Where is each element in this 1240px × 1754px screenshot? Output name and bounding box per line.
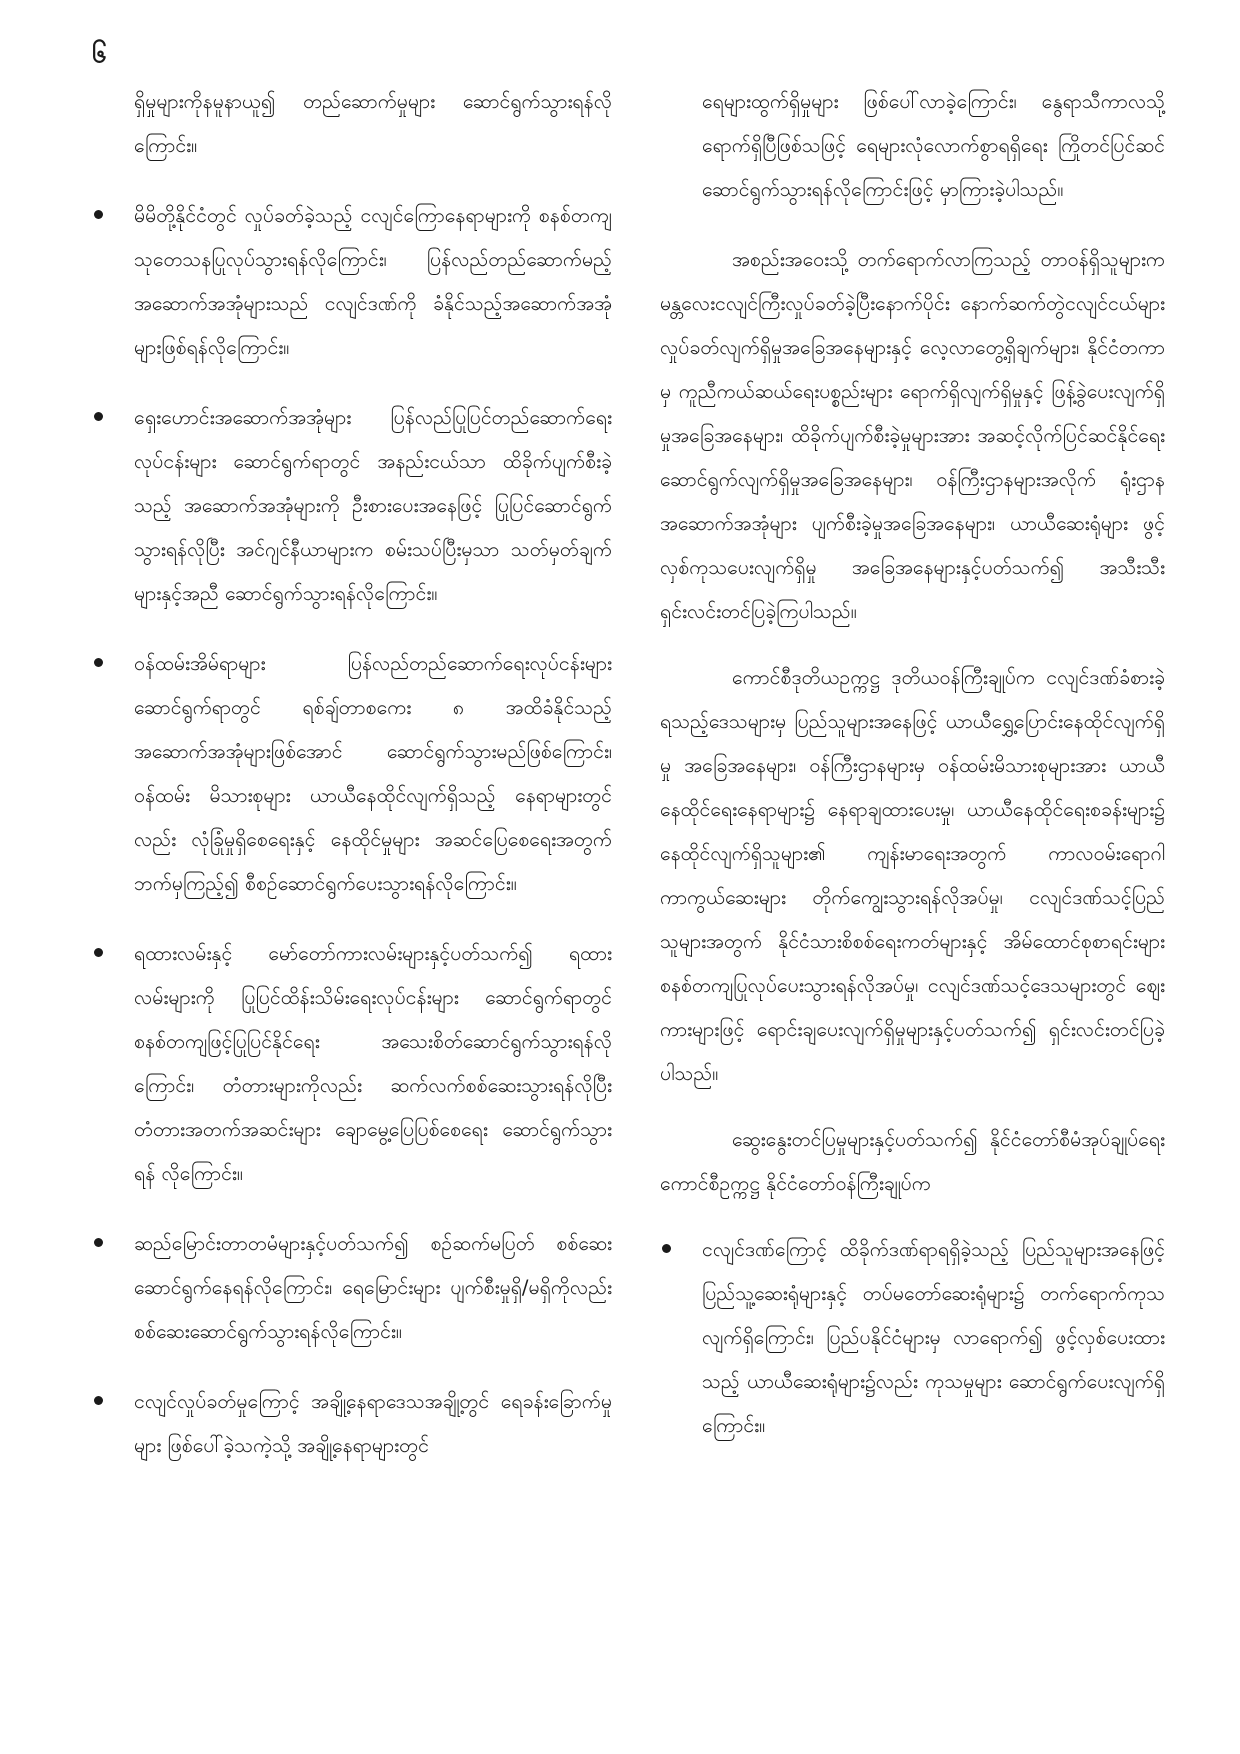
- list-item-text: ရှေးဟောင်းအဆောက်အအုံများ ပြန်လည်ပြုပြင်တည်ဆောက်ရေးလုပ်ငန်းများ ဆောင်ရွက်ရာတွင် အနည်းငယ်သာ ထိခိုက်ပျက်စီးခဲ့သည့် အဆောက်အအုံများကို ဦးစားပေးအနေဖြင့် ပြုပြင်ဆောင်ရွက်သွားရန်လိုပြီး အင်ဂျင်နီယာများက စမ်းသပ်ပြီးမှသာ သတ်မှတ်ချက်များနှင့်အညီ ဆောင်ရွက်သွားရန်လိုကြောင်း။: [134, 406, 612, 605]
- bullet-icon: [94, 948, 103, 957]
- bullet-icon: [94, 412, 103, 421]
- list-item-text: မိမိတို့နိုင်ငံတွင် လှုပ်ခတ်ခဲ့သည့် ငလျင်ကြောနေရာများကို စနစ်တကျသုတေသနပြုလုပ်သွားရန်လိုကြောင်း၊ ပြန်လည်တည်ဆောက်မည့် အဆောက်အအုံများသည် ငလျင်ဒဏ်ကို ခံနိုင်သည့်အဆောက်အအုံများဖြစ်ရန်လိုကြောင်း။: [134, 204, 612, 359]
- list-item: [92, 194, 612, 370]
- list-item-text: ရထားလမ်းနှင့် မော်တော်ကားလမ်းများနှင့်ပတ်သက်၍ ရထားလမ်းများကို ပြုပြင်ထိန်းသိမ်းရေးလုပ်ငန်းများ ဆောင်ရွက်ရာတွင် စနစ်တကျဖြင့်ပြုပြင်နိုင်ရေး အသေးစိတ်ဆောင်ရွက်သွားရန်လိုကြောင်း၊ တံတားများကိုလည်း ဆက်လက်စစ်ဆေးသွားရန်လိုပြီး တံတားအတက်အဆင်းများ ချောမွေ့ပြေပြစ်စေရေး ဆောင်ရွက်သွားရန် လိုကြောင်း။: [134, 942, 612, 1185]
- list-item: [92, 1380, 612, 1468]
- bullet-icon: [94, 210, 103, 219]
- bullet-icon: [94, 1238, 103, 1247]
- list-item: [660, 1228, 1165, 1448]
- list-item-text: ငလျင်လှုပ်ခတ်မှုကြောင့် အချို့နေရာဒေသအချို့တွင် ရေခန်းခြောက်မှုများ ဖြစ်ပေါ်ခဲ့သကဲ့သို့ အချို့နေရာများတွင်: [134, 1390, 612, 1457]
- bullet-icon: [94, 1396, 103, 1405]
- page-number: ၆: [92, 39, 107, 69]
- bullet-icon: [662, 1244, 671, 1253]
- list-item-text: ငလျင်ဒဏ်ကြောင့် ထိခိုက်ဒဏ်ရာရရှိခဲ့သည့် ပြည်သူများအနေဖြင့် ပြည်သူ့ဆေးရုံများနှင့် တပ်မတော်ဆေးရုံများ၌ တက်ရောက်ကုသလျက်ရှိကြောင်း၊ ပြည်ပနိုင်ငံများမှ လာရောက်၍ ဖွင့်လှစ်ပေးထားသည့် ယာယီဆေးရုံများ၌လည်း ကုသမှုများ ဆောင်ရွက်ပေးလျက်ရှိကြောင်း။: [702, 1238, 1165, 1437]
- list-item-text: ဆည်မြောင်းတာတမံများနှင့်ပတ်သက်၍ စဉ်ဆက်မပြတ် စစ်ဆေးဆောင်ရွက်နေရန်လိုကြောင်း၊ ရေမြောင်းများ ပျက်စီးမှုရှိ/မရှိကိုလည်း စစ်ဆေးဆောင်ရွက်သွားရန်လိုကြောင်း။: [134, 1232, 612, 1343]
- bullet-icon: [94, 658, 103, 667]
- right-bullet-list: [660, 1228, 1165, 1448]
- list-item: [92, 932, 612, 1196]
- list-item-text: ဝန်ထမ်းအိမ်ရာများ ပြန်လည်တည်ဆောက်ရေးလုပ်ငန်းများ ဆောင်ရွက်ရာတွင် ရစ်ချ်တာစကေး ၈ အထိခံနိုင်သည့် အဆောက်အအုံများဖြစ်အောင် ဆောင်ရွက်သွားမည်ဖြစ်ကြောင်း၊ ဝန်ထမ်း မိသားစုများ ယာယီနေထိုင်လျက်ရှိသည့် နေရာများတွင်လည်း လုံခြုံမှုရှိစေရေးနှင့် နေထိုင်မှုများ အဆင်ပြေစေရေးအတွက်ဘက်မှကြည့်၍ စီစဉ်ဆောင်ရွက်ပေးသွားရန်လိုကြောင်း။: [134, 652, 612, 895]
- left-continuation-text: ရှိမှုများကိုနမူနာယူ၍ တည်ဆောက်မှုများ ဆောင်ရွက်သွားရန်လိုကြောင်း။: [134, 90, 612, 157]
- right-continuation-text: ရေများထွက်ရှိမှုများ ဖြစ်ပေါ်လာခဲ့ကြောင်း၊ နွေရာသီကာလသို့ ရောက်ရှိပြီဖြစ်သဖြင့် ရေများလုံလောက်စွာရရှိရေး ကြိုတင်ပြင်ဆင်ဆောင်ရွက်သွားရန်လိုကြောင်းဖြင့် မှာကြားခဲ့ပါသည်။: [702, 90, 1165, 201]
- list-item: [92, 1222, 612, 1354]
- paragraph: ကောင်စီဒုတိယဥက္ကဋ္ဌ ဒုတိယဝန်ကြီးချုပ်က ငလျင်ဒဏ်ခံစားခဲ့ရသည့်ဒေသများမှ ပြည်သူများအနေဖြင့် ယာယီရွှေ့ပြောင်းနေထိုင်လျက်ရှိမှု အခြေအနေများ၊ ဝန်ကြီးဌာနများမှ ဝန်ထမ်းမိသားစုများအား ယာယီနေထိုင်ရေးနေရာများ၌ နေရာချထားပေးမှု၊ ယာယီနေထိုင်ရေးစခန်းများ၌ နေထိုင်လျက်ရှိသူများ၏ ကျန်းမာရေးအတွက် ကာလဝမ်းရောဂါကာကွယ်ဆေးများ တိုက်ကျွေးသွားရန်လိုအပ်မှု၊ ငလျင်ဒဏ်သင့်ပြည်သူများအတွက် နိုင်ငံသားစိစစ်ရေးကတ်များနှင့် အိမ်ထောင်စုစာရင်းများ စနစ်တကျပြုလုပ်ပေးသွားရန်လိုအပ်မှု၊ ငလျင်ဒဏ်သင့်ဒေသများတွင် ဈေးကားများဖြင့် ရောင်းချပေးလျက်ရှိမှုများနှင့်ပတ်သက်၍ ရှင်းလင်းတင်ပြခဲ့ပါသည်။: [660, 666, 1165, 1085]
- left-column: [92, 80, 612, 1494]
- paragraph: ဆွေးနွေးတင်ပြမှုများနှင့်ပတ်သက်၍ နိုင်ငံတော်စီမံအုပ်ချုပ်ရေးကောင်စီဥက္ကဋ္ဌ နိုင်ငံတော်ဝန်ကြီးချုပ်က: [660, 1128, 1165, 1195]
- list-item: [92, 642, 612, 906]
- right-column: [660, 80, 1165, 1474]
- paragraph: အစည်းအဝေးသို့ တက်ရောက်လာကြသည့် တာဝန်ရှိသူများက မန္တလေးငလျင်ကြီးလှုပ်ခတ်ခဲ့ပြီးနောက်ပိုင်း နောက်ဆက်တွဲငလျင်ငယ်များ လှုပ်ခတ်လျက်ရှိမှုအခြေအနေများနှင့် လေ့လာတွေ့ရှိချက်များ၊ နိုင်ငံတကာမှ ကူညီကယ်ဆယ်ရေးပစ္စည်းများ ရောက်ရှိလျက်ရှိမှုနှင့် ဖြန့်ခွဲပေးလျက်ရှိမှုအခြေအနေများ၊ ထိခိုက်ပျက်စီးခဲ့မှုများအား အဆင့်လိုက်ပြင်ဆင်နိုင်ရေး ဆောင်ရွက်လျက်ရှိမှုအခြေအနေများ၊ ဝန်ကြီးဌာနများအလိုက် ရုံးဌာနအဆောက်အအုံများ ပျက်စီးခဲ့မှုအခြေအနေများ၊ ယာယီဆေးရုံများ ဖွင့်လှစ်ကုသပေးလျက်ရှိမှု အခြေအနေများနှင့်ပတ်သက်၍ အသီးသီးရှင်းလင်းတင်ပြခဲ့ကြပါသည်။: [660, 248, 1165, 623]
- left-bullet-list: [92, 194, 612, 1468]
- list-item: [92, 396, 612, 616]
